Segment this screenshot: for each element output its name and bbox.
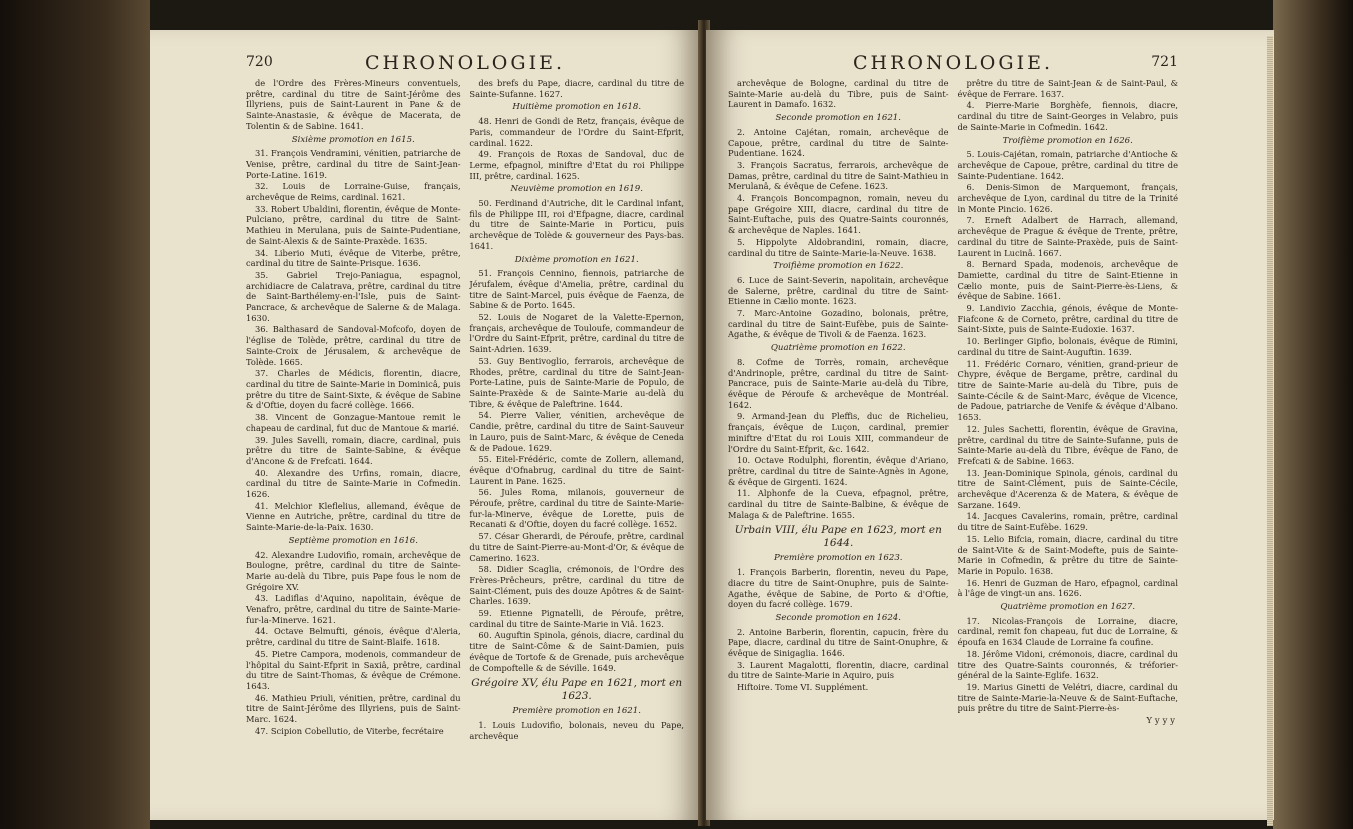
pontificate-heading: Urbain VIII, élu Pape en 1623, mort en 1644.: [734, 524, 942, 550]
cardinal-entry: 8. Cofme de Torrès, romain, archevêque d'Andrinople, prêtre, cardinal du titre de Saint-Pancrace, puis de Sainte-Marie au-delà du Tibre, évêque de Péroufe & archevêque de Montréal. 1642.: [728, 356, 949, 410]
cardinal-entry: 58. Didier Scaglia, crémonois, de l'Ordre des Frères-Prêcheurs, prêtre, cardinal du titre de Saint-Clément, puis des douze Apôtres & de Saint-Charles. 1639.: [469, 564, 684, 607]
page-number-left: 720: [246, 54, 273, 70]
cardinal-entry: 3. Laurent Magalotti, florentin, diacre, cardinal du titre de Sainte-Marie in Aquiro, puis: [728, 659, 949, 681]
right-column-1: [728, 78, 949, 818]
promotion-heading: Troifième promotion en 1622.: [773, 261, 904, 272]
promotion-heading: Quatrième promotion en 1627.: [1000, 602, 1136, 613]
promotion-heading: Quatrième promotion en 1622.: [770, 343, 906, 354]
promotion-heading: Dixième promotion en 1621.: [514, 254, 639, 265]
cardinal-entry: 35. Gabriel Trejo-Paniagua, espagnol, archidiacre de Calatrava, prêtre, cardinal du titre de Saint-Barthélemy-en-l'Isle, puis de Saint-Pancrace, & archevêque de Salerne & de Malaga. 1630.: [246, 269, 461, 323]
cardinal-entry: 6. Denis-Simon de Marquemont, français, archevêque de Lyon, cardinal du titre de la Trinité in Monte Pincio. 1626.: [957, 182, 1178, 214]
cardinal-entry: 51. François Cennino, fiennois, patriarche de Jérufalem, évêque d'Amelia, prêtre, cardinal du titre de Saint-Marcel, puis évêque de Faenza, de Sabine & de Porto. 1645.: [469, 268, 684, 311]
cardinal-entry: de l'Ordre des Frères-Mineurs conventuels, prêtre, cardinal du titre de Saint-Jérôme des Illyriens, puis de Saint-Laurent in Pane & de Sainte-Anastasie, & évêque de Macerata, de Tolentin & de Sabine. 1641.: [246, 78, 461, 131]
cardinal-entry: 31. François Vendramini, vénitien, patriarche de Venise, prêtre, cardinal du titre de Saint-Jean-Porte-Latine. 1619.: [246, 148, 461, 180]
left-column-2: [469, 78, 684, 818]
right-column-2: [958, 78, 1179, 818]
cardinal-entry: 9. Landivio Zacchia, génois, évêque de Monte-Fiafcone & de Corneto, prêtre, cardinal du titre de Saint-Sixte, puis de Sainte-Eudoxie. 1637.: [957, 303, 1178, 335]
cardinal-entry: 55. Eitel-Frédéric, comte de Zollern, allemand, évêque d'Ofnabrug, cardinal du titre de Saint-Laurent in Pane. 1625.: [469, 454, 684, 486]
cardinal-entry: 1. François Barberin, florentin, neveu du Pape, diacre du titre de Saint-Onuphre, puis de Sainte-Agathe, évêque de Sabine, de Porto & d'Oftie, doyen du facré collège. 1679.: [728, 567, 949, 610]
pontificate-heading: Grégoire XV, élu Pape en 1621, mort en 1623.: [471, 677, 683, 703]
cardinal-entry: 43. Ladiflas d'Aquino, napolitain, évêque de Venafro, prêtre, cardinal du titre de Sainte-Marie-fur-la-Minerve. 1621.: [246, 593, 461, 625]
cardinal-entry: 32. Louis de Lorraine-Guise, français, archevêque de Reims, cardinal. 1621.: [246, 181, 461, 203]
left-column-1: [246, 78, 461, 818]
cardinal-entry: 2. Antoine Cajétan, romain, archevêque de Capoue, prêtre, cardinal du titre de Sainte-Pudentiane. 1624.: [728, 126, 949, 159]
cardinal-entry: 60. Auguftin Spinola, génois, diacre, cardinal du titre de Saint-Côme & de Saint-Damien, puis évêque de Tortofe & de Grenade, puis archevêque de Compoftelle & de Séville. 1649.: [469, 630, 684, 673]
cardinal-entry: 10. Berlinger Gipfio, bolonais, évêque de Rimini, cardinal du titre de Saint-Auguftin. 1639.: [957, 336, 1178, 357]
cardinal-entry: 56. Jules Roma, milanois, gouverneur de Péroufe, prêtre, cardinal du titre de Sainte-Marie-fur-la-Minerve, évêque de Lorette, puis de Recanati & d'Oftie, doyen du facré collège. 1652.: [469, 487, 684, 530]
cardinal-entry: 57. César Gherardi, de Péroufe, prêtre, cardinal du titre de Saint-Pierre-au-Mont-d'Or, & évêque de Camerino. 1623.: [469, 531, 684, 563]
cardinal-entry: 5. Louis-Cajétan, romain, patriarche d'Antioche & archevêque de Capoue, prêtre, cardinal du titre de Sainte-Pudentiane. 1642.: [957, 149, 1178, 181]
left-page-header: [246, 52, 684, 78]
cardinal-entry: archevêque de Bologne, cardinal du titre de Sainte-Marie au-delà du Tibre, puis de Saint-Laurent in Damafo. 1632.: [728, 78, 949, 110]
cardinal-entry: 9. Armand-Jean du Pleffis, duc de Richelieu, français, évêque de Luçon, cardinal, premier miniftre d'Etat du roi Louis XIII, commandeur de l'Ordre du Saint-Efprit, &c. 1642.: [728, 411, 949, 454]
cardinal-entry: 50. Ferdinand d'Autriche, dit le Cardinal infant, fils de Philippe III, roi d'Efpagne, diacre, cardinal du titre de Sainte-Marie in Porticu, puis archevêque de Tolède & gouverneur des Pays-bas. 1641.: [469, 198, 684, 251]
book-cover-left: [0, 0, 150, 829]
cardinal-entry: 5. Hippolyte Aldobrandini, romain, diacre, cardinal du titre de Sainte-Marie-la-Neuve. 1638.: [728, 236, 949, 258]
cardinal-entry: des brefs du Pape, diacre, cardinal du titre de Sainte-Sufanne. 1627.: [469, 78, 684, 99]
cardinal-entry: 40. Alexandre des Urfins, romain, diacre, cardinal du titre de Sainte-Marie in Cofmedin. 1626.: [246, 467, 461, 500]
cardinal-entry: 18. Jérôme Vidoni, crémonois, diacre, cardinal du titre des Quatre-Saints couronnés, & tréforier-général de la Sainte-Eglife. 1632.: [957, 648, 1178, 681]
cardinal-entry: 16. Henri de Guzman de Haro, efpagnol, cardinal à l'âge de vingt-un ans. 1626.: [957, 577, 1178, 599]
running-title-left: CHRONOLOGIE.: [365, 52, 565, 74]
cardinal-entry: 54. Pierre Valier, vénitien, archevêque de Candie, prêtre, cardinal du titre de Saint-Sauveur in Lauro, puis de Saint-Marc, & évêque de Ceneda & de Padoue. 1629.: [469, 410, 684, 453]
cardinal-entry: 17. Nicolas-François de Lorraine, diacre, cardinal, remit fon chapeau, fut duc de Lorraine, & époufa en 1634 Claude de Lorraine fa coufine.: [957, 615, 1178, 648]
page-number-right: 721: [1151, 54, 1178, 70]
promotion-heading: Troifième promotion en 1626.: [1002, 135, 1133, 146]
cardinal-entry: 48. Henri de Gondi de Retz, français, évêque de Paris, commandeur de l'Ordre du Saint-Efprit, cardinal. 1622.: [469, 116, 684, 148]
book-cover-right: [1273, 0, 1353, 829]
cardinal-entry: 33. Robert Ubaldini, florentin, évêque de Monte-Pulciano, prêtre, cardinal du titre de Saint-Mathieu in Merulana, puis de Sainte-Pudentiane, de Saint-Alexis & de Sainte-Praxède. 1635.: [246, 203, 461, 246]
right-page-header: [728, 52, 1178, 78]
cardinal-entry: 12. Jules Sachetti, florentin, évêque de Gravina, prêtre, cardinal du titre de Sainte-Sufanne, puis de Sainte-Marie au-delà du Tibre, évêque de Fano, de Frefcati & de Sabine. 1663.: [957, 423, 1178, 466]
cardinal-entry: 15. Lelio Bifcia, romain, diacre, cardinal du titre de Saint-Vite & de Saint-Modefte, puis de Sainte-Marie in Cofmedin, & prêtre du titre de Sainte-Marie in Populo. 1638.: [957, 533, 1178, 576]
cardinal-entry: prêtre du titre de Saint-Jean & de Saint-Paul, & évêque de Ferrare. 1637.: [957, 78, 1178, 99]
cardinal-entry: 10. Octave Rodulphi, florentin, évêque d'Ariano, prêtre, cardinal du titre de Sainte-Agnès in Agone, & évêque de Girgenti. 1624.: [728, 455, 949, 487]
cardinal-entry: 2. Antoine Barberin, florentin, capucin, frère du Pape, diacre, cardinal du titre de Saint-Onuphre, & évêque de Sinigaglia. 1646.: [728, 626, 949, 659]
cardinal-entry: 6. Luce de Saint-Severin, napolitain, archevêque de Salerne, prêtre, cardinal du titre de Saint-Etienne in Cælio monte. 1623.: [728, 274, 949, 307]
cardinal-entry: 44. Octave Belmufti, génois, évêque d'Aleria, prêtre, cardinal du titre de Saint-Blaife. 1618.: [246, 626, 461, 648]
promotion-heading: Seconde promotion en 1621.: [775, 113, 902, 124]
cardinal-entry: 49. François de Roxas de Sandoval, duc de Lerme, efpagnol, miniftre d'Etat du roi Philippe III, prêtre, cardinal. 1625.: [469, 149, 684, 181]
cardinal-entry: 37. Charles de Médicis, florentin, diacre, cardinal du titre de Sainte-Marie in Dominicâ, puis prêtre du titre de Saint-Sixte, & évêque de Sabine & d'Oftie, doyen du facré collège. 1666.: [246, 368, 461, 411]
cardinal-entry: 42. Alexandre Ludovifio, romain, archevêque de Boulogne, prêtre, cardinal du titre de Sainte-Marie au-delà du Tibre, puis Pape fous le nom de Grégoire XV.: [246, 549, 461, 592]
cardinal-entry: 41. Melchior Kleflelius, allemand, évêque de Vienne en Autriche, prêtre, cardinal du titre de Sainte-Marie-de-la-Paix. 1630.: [246, 500, 461, 533]
promotion-heading: Neuvième promotion en 1619.: [510, 184, 643, 195]
promotion-heading: Première promotion en 1621.: [512, 706, 641, 717]
cardinal-entry: 11. Alphonfe de la Cueva, efpagnol, prêtre, cardinal du titre de Sainte-Balbine, & évêque de Malaga & de Paleftrine. 1655.: [728, 488, 949, 520]
cardinal-entry: 8. Bernard Spada, modenois, archevêque de Damiette, cardinal du titre de Saint-Etienne in Cælio monte, puis de Saint-Pierre-ès-Liens, & évêque de Sabine. 1661.: [957, 259, 1178, 302]
right-page: [706, 30, 1274, 820]
cardinal-entry: 38. Vincent de Gonzague-Mantoue remit le chapeau de cardinal, fut duc de Mantoue & marié.: [246, 412, 461, 433]
right-columns: [728, 78, 1178, 818]
cardinal-entry: 13. Jean-Dominique Spinola, génois, cardinal du titre de Saint-Clément, puis de Sainte-Cécile, archevêque d'Acerenza & de Matera, & évêque de Sarzane. 1649.: [957, 467, 1178, 510]
left-columns: [246, 78, 684, 818]
promotion-heading: Sixième promotion en 1615.: [291, 134, 415, 145]
cardinal-entry: 59. Etienne Pignatelli, de Péroufe, prêtre, cardinal du titre de Sainte-Marie in Viâ. 1623.: [469, 608, 684, 629]
promotion-heading: Septième promotion en 1616.: [288, 535, 419, 546]
cardinal-entry: 34. Liberio Muti, évêque de Viterbe, prêtre, cardinal du titre de Sainte-Prisque. 1636.: [246, 247, 461, 269]
cardinal-entry: 19. Marius Ginetti de Velétri, diacre, cardinal du titre de Sainte-Marie-la-Neuve & de Saint-Euftache, puis prêtre du titre de Saint-Pierre-ès-: [957, 681, 1178, 714]
cardinal-entry: 4. Pierre-Marie Borghèfe, fiennois, diacre, cardinal du titre de Saint-Georges in Velabro, puis de Sainte-Marie in Cofmedin. 1642.: [957, 100, 1178, 132]
cardinal-entry: 46. Mathieu Priuli, vénitien, prêtre, cardinal du titre de Saint-Jérôme des Illyriens, puis de Saint-Marc. 1624.: [246, 692, 461, 725]
running-title-right: CHRONOLOGIE.: [853, 52, 1053, 74]
cardinal-entry: 1. Louis Ludovifio, bolonais, neveu du Pape, archevêque: [469, 719, 684, 741]
promotion-heading: Première promotion en 1623.: [773, 553, 903, 564]
cardinal-entry: 52. Louis de Nogaret de la Valette-Epernon, français, archevêque de Touloufe, commandeur de l'Ordre du Saint-Efprit, prêtre, cardinal du titre de Saint-Adrien. 1639.: [469, 312, 684, 355]
cardinal-entry: 39. Jules Savelli, romain, diacre, cardinal, puis prêtre du titre de Sainte-Sabine, & évêque d'Ancone & de Frefcati. 1644.: [246, 434, 461, 466]
cardinal-entry: 7. Erneft Adalbert de Harrach, allemand, archevêque de Prague & évêque de Trente, prêtre, cardinal du titre de Sainte-Praxède, puis de Saint-Laurent in Lucinâ. 1667.: [957, 215, 1178, 258]
cardinal-entry: 53. Guy Bentivoglio, ferrarois, archevêque de Rhodes, prêtre, cardinal du titre de Saint-Jean-Porte-Latine, puis de Sainte-Marie de Populo, de Sainte-Praxède & de Sainte-Marie au-delà du Tibre, & évêque de Paleftrine. 1644.: [469, 355, 684, 409]
page-edges: [1267, 36, 1273, 826]
cardinal-entry: 3. François Sacratus, ferrarois, archevêque de Damas, prêtre, cardinal du titre de Saint-Mathieu in Merulanâ, & évêque de Cefene. 1623.: [728, 159, 949, 192]
cardinal-entry: 11. Frédéric Cornaro, vénitien, grand-prieur de Chypre, évêque de Bergame, prêtre, cardinal du titre de Sainte-Marie au-delà du Tibre, puis de Sainte-Cécile & de Saint-Marc, évêque de Vicence, de Padoue, patriarche de Venife & évêque d'Albano. 1653.: [957, 358, 1178, 423]
cardinal-entry: Hiftoire. Tome VI. Supplément.: [737, 682, 869, 693]
promotion-heading: Seconde promotion en 1624.: [775, 612, 902, 623]
cardinal-entry: 36. Balthasard de Sandoval-Mofcofo, doyen de l'église de Tolède, prêtre, cardinal du titre de Sainte-Croix de Jérusalem, & archevêque de Tolède. 1665.: [246, 324, 461, 367]
cardinal-entry: 45. Pietre Campora, modenois, commandeur de l'hôpital du Saint-Efprit in Saxiâ, prêtre, cardinal du titre de Saint-Thomas, & évêque de Crémone. 1643.: [246, 648, 461, 691]
signature-mark: Yyyy: [1146, 715, 1178, 726]
promotion-heading: Huitième promotion en 1618.: [512, 102, 642, 113]
cardinal-entry: 7. Marc-Antoine Gozadino, bolonais, prêtre, cardinal du titre de Saint-Eufèbe, puis de Sainte-Agathe, & évêque de Tivoli & de Faenza. 1623.: [728, 308, 949, 340]
cardinal-entry: 47. Scipion Cobellutio, de Viterbe, fecrétaire: [255, 725, 444, 736]
left-page: [150, 30, 702, 820]
cardinal-entry: 14. Jacques Cavalerins, romain, prêtre, cardinal du titre de Saint-Eufèbe. 1629.: [957, 511, 1178, 533]
cardinal-entry: 4. François Boncompagnon, romain, neveu du pape Grégoire XIII, diacre, cardinal du titre de Saint-Euftache, puis des Quatre-Saints couronnés, & archevêque de Naples. 1641.: [728, 193, 949, 236]
